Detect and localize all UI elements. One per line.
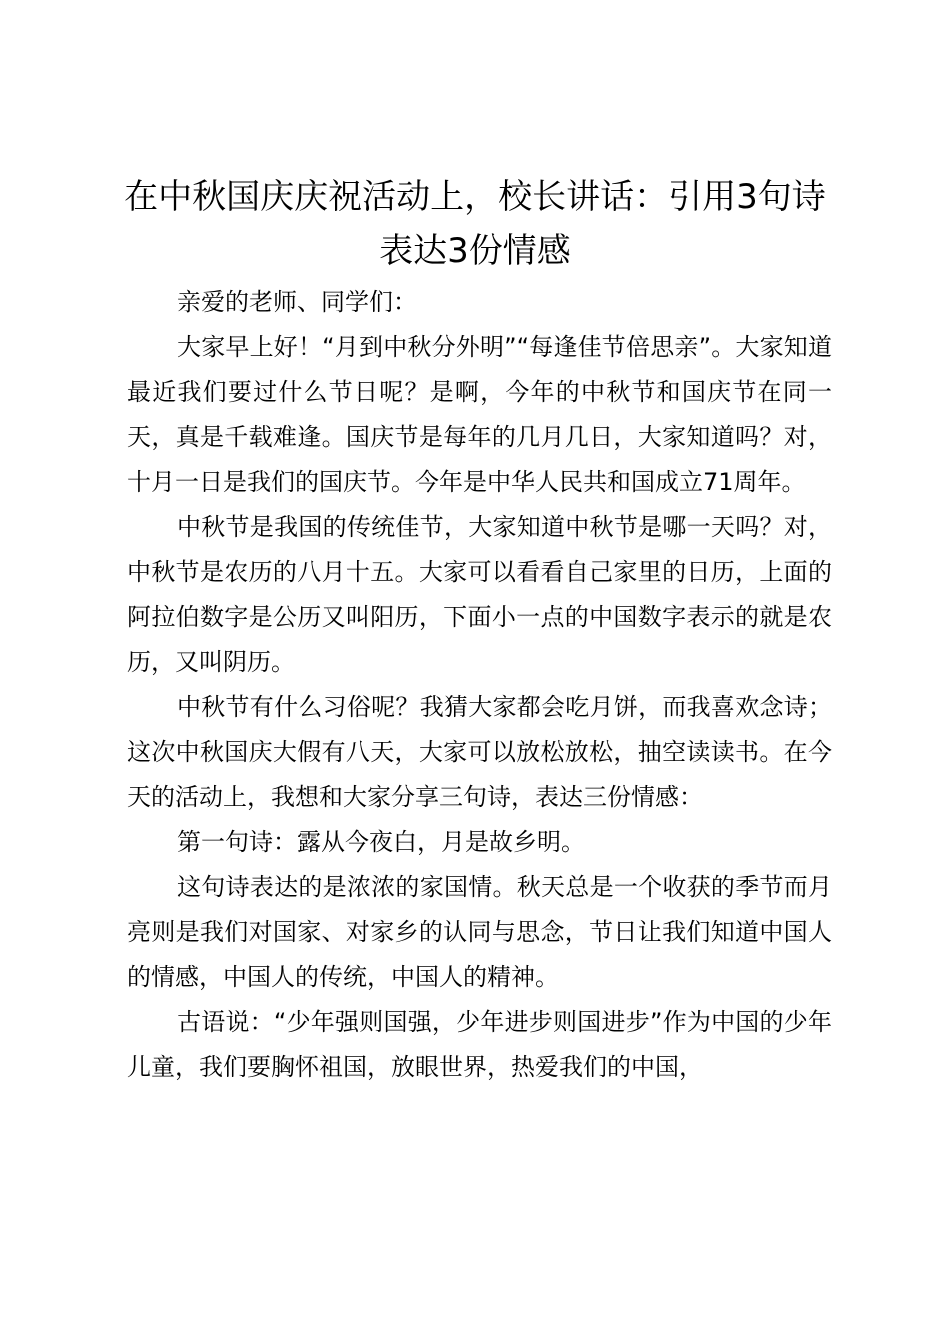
- paragraph-greeting: 亲爱的老师、同学们：: [177, 288, 417, 316]
- document-title: 在中秋国庆庆祝活动上，校长讲话：引用3句诗表达3份情感: [124, 177, 826, 271]
- paragraph-first-poem: 第一句诗：露从今夜白，月是故乡明。: [177, 828, 585, 856]
- paragraph-national-day: 大家早上好！“月到中秋分外明”“每逢佳节倍思亲”。大家知道最近我们要过什么节日呢？是啊，今年的中秋节和国庆节在同一天，真是千载难逢。国庆节是每年的几月几日，大家知道吗？对，十月一日是我们的国庆节。今年是中华人民共和国成立71周年。: [127, 333, 832, 496]
- paragraph-customs: 中秋节有什么习俗呢？我猜大家都会吃月饼，而我喜欢念诗；这次中秋国庆大假有八天，大家可以放松放松，抽空读读书。在今天的活动上，我想和大家分享三句诗，表达三份情感：: [127, 693, 832, 811]
- paragraph-mid-autumn: 中秋节是我国的传统佳节，大家知道中秋节是哪一天吗？对，中秋节是农历的八月十五。大家可以看看自己家里的日历，上面的阿拉伯数字是公历又叫阳历，下面小一点的中国数字表示的就是农历，又叫阴历。: [127, 513, 832, 676]
- document-body: [127, 280, 832, 1090]
- paragraph-poem-meaning: 这句诗表达的是浓浓的家国情。秋天总是一个收获的季节而月亮则是我们对国家、对家乡的认同与思念，节日让我们知道中国人的情感，中国人的传统，中国人的精神。: [127, 873, 832, 991]
- paragraph-proverb: 古语说：“少年强则国强，少年进步则国进步”作为中国的少年儿童，我们要胸怀祖国，放眼世界，热爱我们的中国，: [127, 1008, 832, 1081]
